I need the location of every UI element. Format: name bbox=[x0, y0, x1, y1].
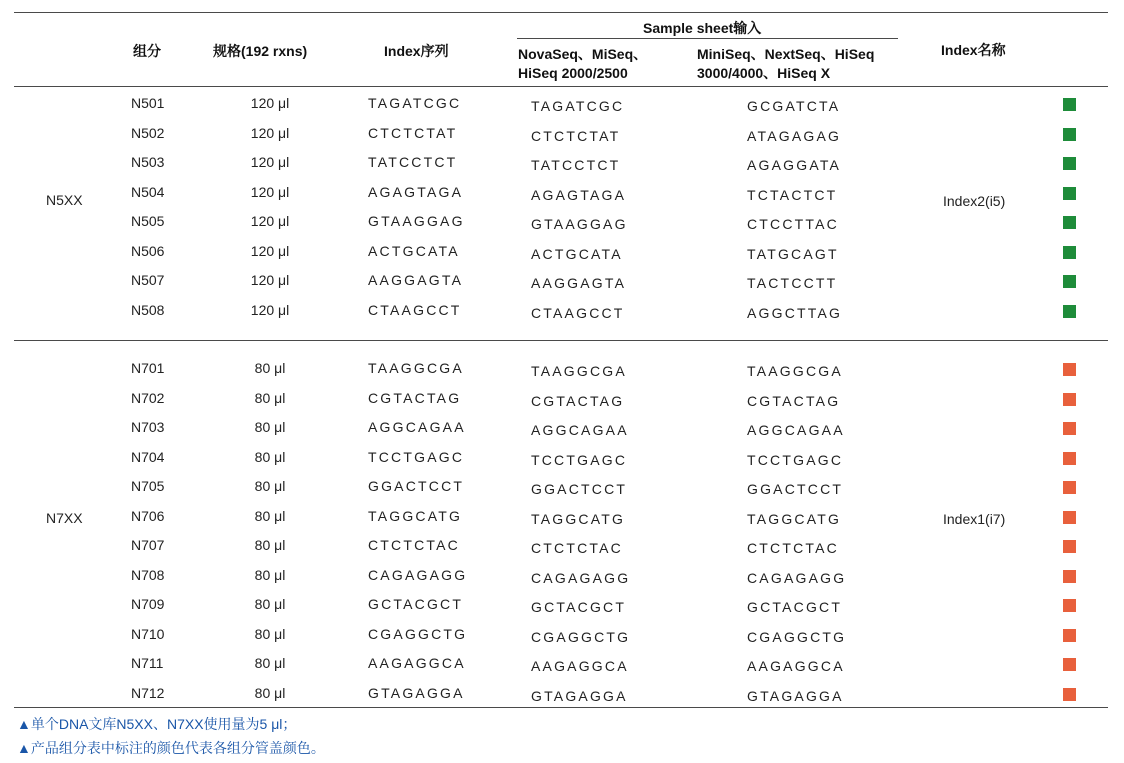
novaseq-input: CAGAGAGG bbox=[531, 569, 631, 586]
component-id: N706 bbox=[131, 507, 165, 524]
component-id: N505 bbox=[131, 213, 165, 229]
component-id: N707 bbox=[131, 537, 165, 553]
cap-color-swatch bbox=[1063, 246, 1076, 259]
novaseq-input: CGTACTAG bbox=[531, 392, 625, 409]
component-id: N508 bbox=[131, 301, 165, 318]
cap-color-swatch bbox=[1063, 511, 1076, 524]
miniseq-input: GCGATCTA bbox=[747, 98, 841, 114]
miniseq-input: AGGCTTAG bbox=[747, 304, 843, 321]
table-row bbox=[0, 567, 1124, 587]
table-top-rule bbox=[14, 12, 1108, 13]
novaseq-input: ACTGCATA bbox=[531, 245, 623, 262]
index-sequence: GTAGAGGA bbox=[368, 684, 465, 701]
cap-color-swatch bbox=[1063, 157, 1076, 170]
table-row bbox=[0, 243, 1124, 263]
table-row bbox=[0, 596, 1124, 616]
component-id: N502 bbox=[131, 124, 165, 141]
component-id: N705 bbox=[131, 478, 165, 494]
novaseq-input: CTCTCTAC bbox=[531, 540, 623, 556]
component-id: N506 bbox=[131, 242, 165, 259]
index-sequence: GCTACGCT bbox=[368, 596, 464, 612]
index-sequence: TAGGCATG bbox=[368, 507, 463, 524]
volume: 80 μl bbox=[254, 566, 286, 583]
volume: 80 μl bbox=[254, 419, 286, 435]
header-novaseq-line2: HiSeq 2000/2500 bbox=[518, 65, 628, 81]
component-id: N709 bbox=[131, 596, 165, 612]
novaseq-input: CTAAGCCT bbox=[531, 304, 625, 321]
volume: 120 μl bbox=[250, 301, 290, 318]
table-row bbox=[0, 685, 1124, 705]
miniseq-input: GGACTCCT bbox=[747, 481, 844, 497]
header-miniseq-line1: MiniSeq、NextSeq、HiSeq bbox=[697, 46, 875, 62]
novaseq-input: TATCCTCT bbox=[531, 157, 621, 173]
miniseq-input: CTCCTTAC bbox=[747, 216, 839, 232]
novaseq-input: TAAGGCGA bbox=[531, 363, 627, 379]
table-row bbox=[0, 302, 1124, 322]
index-sequence: CTCTCTAC bbox=[368, 537, 460, 553]
header-miniseq-platforms bbox=[697, 45, 874, 83]
index-sequence: CTAAGCCT bbox=[368, 301, 462, 318]
table-row bbox=[0, 360, 1124, 380]
index-sequence: TAAGGCGA bbox=[368, 360, 464, 376]
cap-color-swatch bbox=[1063, 275, 1076, 288]
index-sequence: CAGAGAGG bbox=[368, 566, 468, 583]
header-spec: 规格(192 rxns) bbox=[213, 43, 308, 59]
index-sequence: CTCTCTAT bbox=[368, 124, 458, 141]
cap-color-swatch bbox=[1063, 128, 1076, 141]
volume: 80 μl bbox=[254, 537, 286, 553]
table-row bbox=[0, 449, 1124, 469]
index-name-i7: Index1(i7) bbox=[943, 511, 1006, 527]
novaseq-input: GCTACGCT bbox=[531, 599, 627, 615]
volume: 80 μl bbox=[254, 507, 286, 524]
cap-color-swatch bbox=[1063, 363, 1076, 376]
component-id: N507 bbox=[131, 272, 165, 288]
table-row bbox=[0, 213, 1124, 233]
table-row bbox=[0, 390, 1124, 410]
index-sequence: CGTACTAG bbox=[368, 389, 462, 406]
miniseq-input: TAGGCATG bbox=[747, 510, 842, 527]
footnote-usage: ▲单个DNA文库N5XX、N7XX使用量为5 μl； bbox=[17, 716, 297, 732]
index-sequence: GTAAGGAG bbox=[368, 213, 465, 229]
index-sequence: TATCCTCT bbox=[368, 154, 458, 170]
volume: 120 μl bbox=[250, 242, 290, 259]
miniseq-input: TATGCAGT bbox=[747, 245, 839, 262]
cap-color-swatch bbox=[1063, 216, 1076, 229]
index-sequence: TAGATCGC bbox=[368, 95, 462, 111]
header-miniseq-line2: 3000/4000、HiSeq X bbox=[697, 65, 831, 81]
component-id: N711 bbox=[131, 655, 164, 671]
novaseq-input: CGAGGCTG bbox=[531, 628, 631, 645]
volume: 120 μl bbox=[250, 183, 290, 200]
table-row bbox=[0, 655, 1124, 675]
header-novaseq-line1: NovaSeq、MiSeq、 bbox=[518, 46, 648, 62]
miniseq-input: AGAGGATA bbox=[747, 157, 842, 173]
volume: 120 μl bbox=[250, 124, 290, 141]
miniseq-input: CTCTCTAC bbox=[747, 540, 839, 556]
table-row bbox=[0, 95, 1124, 115]
group-divider-rule bbox=[14, 340, 1108, 341]
table-row bbox=[0, 478, 1124, 498]
table-bottom-rule bbox=[14, 707, 1108, 708]
volume: 120 μl bbox=[250, 154, 290, 170]
component-id: N712 bbox=[131, 684, 165, 701]
group-label-n7xx: N7XX bbox=[46, 510, 83, 526]
miniseq-input: AAGAGGCA bbox=[747, 658, 845, 674]
header-bottom-rule bbox=[14, 86, 1108, 87]
component-id: N710 bbox=[131, 625, 165, 642]
component-id: N501 bbox=[131, 95, 165, 111]
index-sequence: TCCTGAGC bbox=[368, 448, 465, 465]
table-row bbox=[0, 125, 1124, 145]
volume: 80 μl bbox=[254, 655, 286, 671]
volume: 80 μl bbox=[254, 448, 286, 465]
cap-color-swatch bbox=[1063, 422, 1076, 435]
novaseq-input: AGGCAGAA bbox=[531, 422, 629, 438]
novaseq-input: GTAAGGAG bbox=[531, 216, 628, 232]
volume: 80 μl bbox=[254, 389, 286, 406]
group-label-n5xx: N5XX bbox=[46, 192, 83, 208]
novaseq-input: TAGGCATG bbox=[531, 510, 626, 527]
cap-color-swatch bbox=[1063, 305, 1076, 318]
volume: 80 μl bbox=[254, 684, 286, 701]
table-row bbox=[0, 154, 1124, 174]
header-group: 组分 bbox=[133, 43, 161, 59]
table-row bbox=[0, 626, 1124, 646]
cap-color-swatch bbox=[1063, 629, 1076, 642]
novaseq-input: GTAGAGGA bbox=[531, 687, 628, 704]
volume: 120 μl bbox=[250, 95, 290, 111]
cap-color-swatch bbox=[1063, 481, 1076, 494]
novaseq-input: CTCTCTAT bbox=[531, 127, 621, 144]
component-id: N504 bbox=[131, 183, 165, 200]
novaseq-input: TAGATCGC bbox=[531, 98, 625, 114]
header-novaseq-platforms bbox=[518, 45, 647, 83]
sample-sheet-underline bbox=[517, 38, 898, 39]
cap-color-swatch bbox=[1063, 540, 1076, 553]
header-index-sequence: Index序列 bbox=[384, 43, 449, 59]
cap-color-swatch bbox=[1063, 570, 1076, 583]
component-id: N701 bbox=[131, 360, 165, 376]
cap-color-swatch bbox=[1063, 658, 1076, 671]
index-sequence: GGACTCCT bbox=[368, 478, 465, 494]
novaseq-input: AGAGTAGA bbox=[531, 186, 627, 203]
miniseq-input: GCTACGCT bbox=[747, 599, 843, 615]
miniseq-input: ATAGAGAG bbox=[747, 127, 842, 144]
miniseq-input: TACTCCTT bbox=[747, 275, 838, 291]
novaseq-input: AAGGAGTA bbox=[531, 275, 627, 291]
index-sequence: AGAGTAGA bbox=[368, 183, 464, 200]
novaseq-input: TCCTGAGC bbox=[531, 451, 628, 468]
novaseq-input: AAGAGGCA bbox=[531, 658, 629, 674]
miniseq-input: CGAGGCTG bbox=[747, 628, 847, 645]
index-name-i5: Index2(i5) bbox=[943, 193, 1006, 209]
novaseq-input: GGACTCCT bbox=[531, 481, 628, 497]
volume: 120 μl bbox=[250, 272, 290, 288]
miniseq-input: TCCTGAGC bbox=[747, 451, 844, 468]
header-index-name: Index名称 bbox=[941, 42, 1006, 58]
volume: 80 μl bbox=[254, 625, 286, 642]
table-row bbox=[0, 184, 1124, 204]
component-id: N703 bbox=[131, 419, 165, 435]
miniseq-input: CAGAGAGG bbox=[747, 569, 847, 586]
cap-color-swatch bbox=[1063, 599, 1076, 612]
index-sequence: AGGCAGAA bbox=[368, 419, 466, 435]
table-row bbox=[0, 508, 1124, 528]
table-row bbox=[0, 272, 1124, 292]
component-id: N702 bbox=[131, 389, 165, 406]
miniseq-input: GTAGAGGA bbox=[747, 687, 844, 704]
index-sequence: AAGGAGTA bbox=[368, 272, 464, 288]
cap-color-swatch bbox=[1063, 187, 1076, 200]
volume: 120 μl bbox=[250, 213, 290, 229]
volume: 80 μl bbox=[254, 596, 286, 612]
cap-color-swatch bbox=[1063, 452, 1076, 465]
component-id: N708 bbox=[131, 566, 165, 583]
index-sequence: AAGAGGCA bbox=[368, 655, 466, 671]
miniseq-input: AGGCAGAA bbox=[747, 422, 845, 438]
cap-color-swatch bbox=[1063, 98, 1076, 111]
miniseq-input: CGTACTAG bbox=[747, 392, 841, 409]
cap-color-swatch bbox=[1063, 393, 1076, 406]
volume: 80 μl bbox=[254, 478, 286, 494]
footnote-cap-colors: ▲产品组分表中标注的颜色代表各组分管盖颜色。 bbox=[17, 740, 325, 756]
miniseq-input: TAAGGCGA bbox=[747, 363, 843, 379]
table-row bbox=[0, 419, 1124, 439]
cap-color-swatch bbox=[1063, 688, 1076, 701]
header-sample-sheet: Sample sheet输入 bbox=[643, 20, 762, 36]
volume: 80 μl bbox=[254, 360, 286, 376]
miniseq-input: TCTACTCT bbox=[747, 186, 838, 203]
index-sequence: ACTGCATA bbox=[368, 242, 460, 259]
component-id: N503 bbox=[131, 154, 165, 170]
index-sequence: CGAGGCTG bbox=[368, 625, 468, 642]
table-row bbox=[0, 537, 1124, 557]
component-id: N704 bbox=[131, 448, 165, 465]
